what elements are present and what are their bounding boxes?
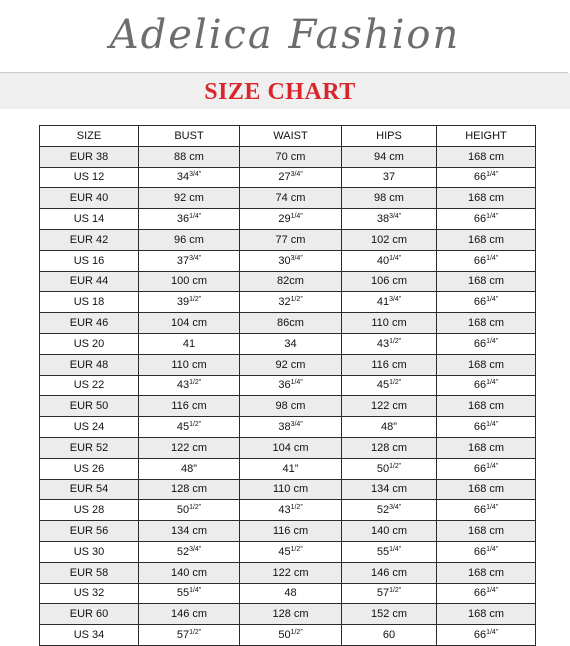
table-row (40, 500, 536, 521)
cell-hips: 106 cm (342, 271, 437, 292)
cell-height: $66^{1/4”}$ (437, 500, 536, 521)
cell-bust: 104 cm (139, 313, 240, 334)
cell-size: EUR 54 (40, 479, 139, 500)
cell-height: 168 cm (437, 521, 536, 542)
cell-waist: $27^{3/4”}$ (240, 167, 342, 188)
cell-bust: 146 cm (139, 604, 240, 625)
brand-logo-text: Adelica Fashion (109, 12, 461, 58)
cell-height: 168 cm (437, 146, 536, 167)
cell-size: US 20 (40, 333, 139, 354)
cell-height: 168 cm (437, 604, 536, 625)
cell-size: US 34 (40, 625, 139, 646)
cell-bust: $50^{1/2”}$ (139, 500, 240, 521)
cell-height: 168 cm (437, 229, 536, 250)
cell-size: US 16 (40, 250, 139, 271)
cell-hips: $43^{1/2”}$ (342, 333, 437, 354)
header-bust: BUST (139, 126, 240, 147)
table-row (40, 146, 536, 167)
cell-hips: 37 (342, 167, 437, 188)
cell-waist: 128 cm (240, 604, 342, 625)
cell-hips: 48” (342, 417, 437, 438)
cell-bust: $34^{3/4”}$ (139, 167, 240, 188)
header-size: SIZE (40, 126, 139, 147)
cell-waist: 77 cm (240, 229, 342, 250)
cell-height: $66^{1/4”}$ (437, 375, 536, 396)
cell-size: EUR 38 (40, 146, 139, 167)
cell-waist: 41” (240, 458, 342, 479)
page-title: SIZE CHART (204, 79, 356, 105)
cell-size: EUR 58 (40, 562, 139, 583)
size-chart-table (39, 125, 536, 646)
cell-waist: 116 cm (240, 521, 342, 542)
table-row (40, 458, 536, 479)
cell-bust: $37^{3/4”}$ (139, 250, 240, 271)
cell-height: 168 cm (437, 437, 536, 458)
cell-bust: $57^{1/2”}$ (139, 625, 240, 646)
cell-waist: 34 (240, 333, 342, 354)
cell-bust: 128 cm (139, 479, 240, 500)
cell-bust: 100 cm (139, 271, 240, 292)
cell-size: US 18 (40, 292, 139, 313)
cell-height: $66^{1/4”}$ (437, 583, 536, 604)
cell-size: EUR 48 (40, 354, 139, 375)
cell-size: US 12 (40, 167, 139, 188)
table-row (40, 625, 536, 646)
table-row (40, 271, 536, 292)
cell-waist: 122 cm (240, 562, 342, 583)
cell-height: $66^{1/4”}$ (437, 458, 536, 479)
table-row (40, 333, 536, 354)
header-hips: HIPS (342, 126, 437, 147)
cell-bust: $55^{1/4”}$ (139, 583, 240, 604)
cell-bust: 122 cm (139, 437, 240, 458)
cell-waist: $29^{1/4”}$ (240, 209, 342, 230)
cell-waist: 92 cm (240, 354, 342, 375)
cell-height: 168 cm (437, 313, 536, 334)
cell-height: $66^{1/4”}$ (437, 541, 536, 562)
cell-bust: 96 cm (139, 229, 240, 250)
header-height: HEIGHT (437, 126, 536, 147)
cell-size: EUR 44 (40, 271, 139, 292)
table-row (40, 250, 536, 271)
cell-bust: 140 cm (139, 562, 240, 583)
cell-hips: $52^{3/4”}$ (342, 500, 437, 521)
cell-bust: 116 cm (139, 396, 240, 417)
cell-hips: 94 cm (342, 146, 437, 167)
cell-size: US 32 (40, 583, 139, 604)
cell-hips: 146 cm (342, 562, 437, 583)
cell-waist: 70 cm (240, 146, 342, 167)
cell-waist: 98 cm (240, 396, 342, 417)
cell-hips: $50^{1/2”}$ (342, 458, 437, 479)
cell-waist: 86cm (240, 313, 342, 334)
cell-waist: $36^{1/4”}$ (240, 375, 342, 396)
table-row (40, 562, 536, 583)
table-header-row (40, 126, 536, 147)
cell-size: EUR 52 (40, 437, 139, 458)
cell-hips: 128 cm (342, 437, 437, 458)
table-row (40, 209, 536, 230)
table-row (40, 521, 536, 542)
cell-hips: $41^{3/4”}$ (342, 292, 437, 313)
cell-bust: $52^{3/4”}$ (139, 541, 240, 562)
cell-height: $66^{1/4”}$ (437, 333, 536, 354)
table-row (40, 292, 536, 313)
cell-hips: $55^{1/4”}$ (342, 541, 437, 562)
cell-hips: 98 cm (342, 188, 437, 209)
cell-height: 168 cm (437, 562, 536, 583)
cell-bust: 41 (139, 333, 240, 354)
cell-height: 168 cm (437, 396, 536, 417)
cell-bust: $39^{1/2”}$ (139, 292, 240, 313)
cell-waist: $30^{3/4”}$ (240, 250, 342, 271)
cell-bust: $45^{1/2”}$ (139, 417, 240, 438)
cell-hips: 102 cm (342, 229, 437, 250)
cell-bust: 92 cm (139, 188, 240, 209)
cell-size: US 26 (40, 458, 139, 479)
table-row (40, 541, 536, 562)
cell-bust: $43^{1/2”}$ (139, 375, 240, 396)
cell-waist: 48 (240, 583, 342, 604)
cell-hips: $40^{1/4”}$ (342, 250, 437, 271)
table-row (40, 417, 536, 438)
table-row (40, 396, 536, 417)
cell-size: EUR 40 (40, 188, 139, 209)
cell-height: $66^{1/4”}$ (437, 167, 536, 188)
cell-bust: 88 cm (139, 146, 240, 167)
cell-hips: $38^{3/4”}$ (342, 209, 437, 230)
cell-hips: $57^{1/2”}$ (342, 583, 437, 604)
cell-waist: $32^{1/2”}$ (240, 292, 342, 313)
table-body (40, 146, 536, 645)
cell-waist: $50^{1/2”}$ (240, 625, 342, 646)
cell-size: EUR 56 (40, 521, 139, 542)
cell-size: US 14 (40, 209, 139, 230)
cell-height: 168 cm (437, 188, 536, 209)
table-row (40, 604, 536, 625)
cell-waist: $45^{1/2”}$ (240, 541, 342, 562)
cell-waist: 82cm (240, 271, 342, 292)
cell-waist: 74 cm (240, 188, 342, 209)
cell-height: $66^{1/4”}$ (437, 209, 536, 230)
table-row (40, 229, 536, 250)
cell-size: US 30 (40, 541, 139, 562)
cell-waist: 110 cm (240, 479, 342, 500)
cell-height: 168 cm (437, 354, 536, 375)
cell-height: 168 cm (437, 271, 536, 292)
cell-size: US 28 (40, 500, 139, 521)
cell-size: US 24 (40, 417, 139, 438)
cell-hips: $45^{1/2”}$ (342, 375, 437, 396)
cell-height: $66^{1/4”}$ (437, 250, 536, 271)
cell-bust: $36^{1/4”}$ (139, 209, 240, 230)
cell-size: EUR 46 (40, 313, 139, 334)
table-row (40, 167, 536, 188)
title-band (0, 73, 570, 109)
table-row (40, 479, 536, 500)
cell-height: $66^{1/4”}$ (437, 417, 536, 438)
cell-waist: $38^{3/4”}$ (240, 417, 342, 438)
table-row (40, 313, 536, 334)
table-row (40, 437, 536, 458)
cell-hips: 122 cm (342, 396, 437, 417)
cell-hips: 140 cm (342, 521, 437, 542)
cell-size: EUR 50 (40, 396, 139, 417)
cell-height: $66^{1/4”}$ (437, 292, 536, 313)
cell-bust: 48” (139, 458, 240, 479)
cell-waist: $43^{1/2”}$ (240, 500, 342, 521)
table-row (40, 375, 536, 396)
cell-hips: 110 cm (342, 313, 437, 334)
cell-size: US 22 (40, 375, 139, 396)
brand-header (0, 0, 568, 73)
cell-height: 168 cm (437, 479, 536, 500)
cell-height: $66^{1/4”}$ (437, 625, 536, 646)
table-row (40, 354, 536, 375)
header-waist: WAIST (240, 126, 342, 147)
cell-hips: 152 cm (342, 604, 437, 625)
cell-hips: 60 (342, 625, 437, 646)
cell-hips: 116 cm (342, 354, 437, 375)
cell-bust: 110 cm (139, 354, 240, 375)
cell-waist: 104 cm (240, 437, 342, 458)
cell-bust: 134 cm (139, 521, 240, 542)
table-row (40, 188, 536, 209)
cell-size: EUR 42 (40, 229, 139, 250)
cell-size: EUR 60 (40, 604, 139, 625)
cell-hips: 134 cm (342, 479, 437, 500)
table-row (40, 583, 536, 604)
